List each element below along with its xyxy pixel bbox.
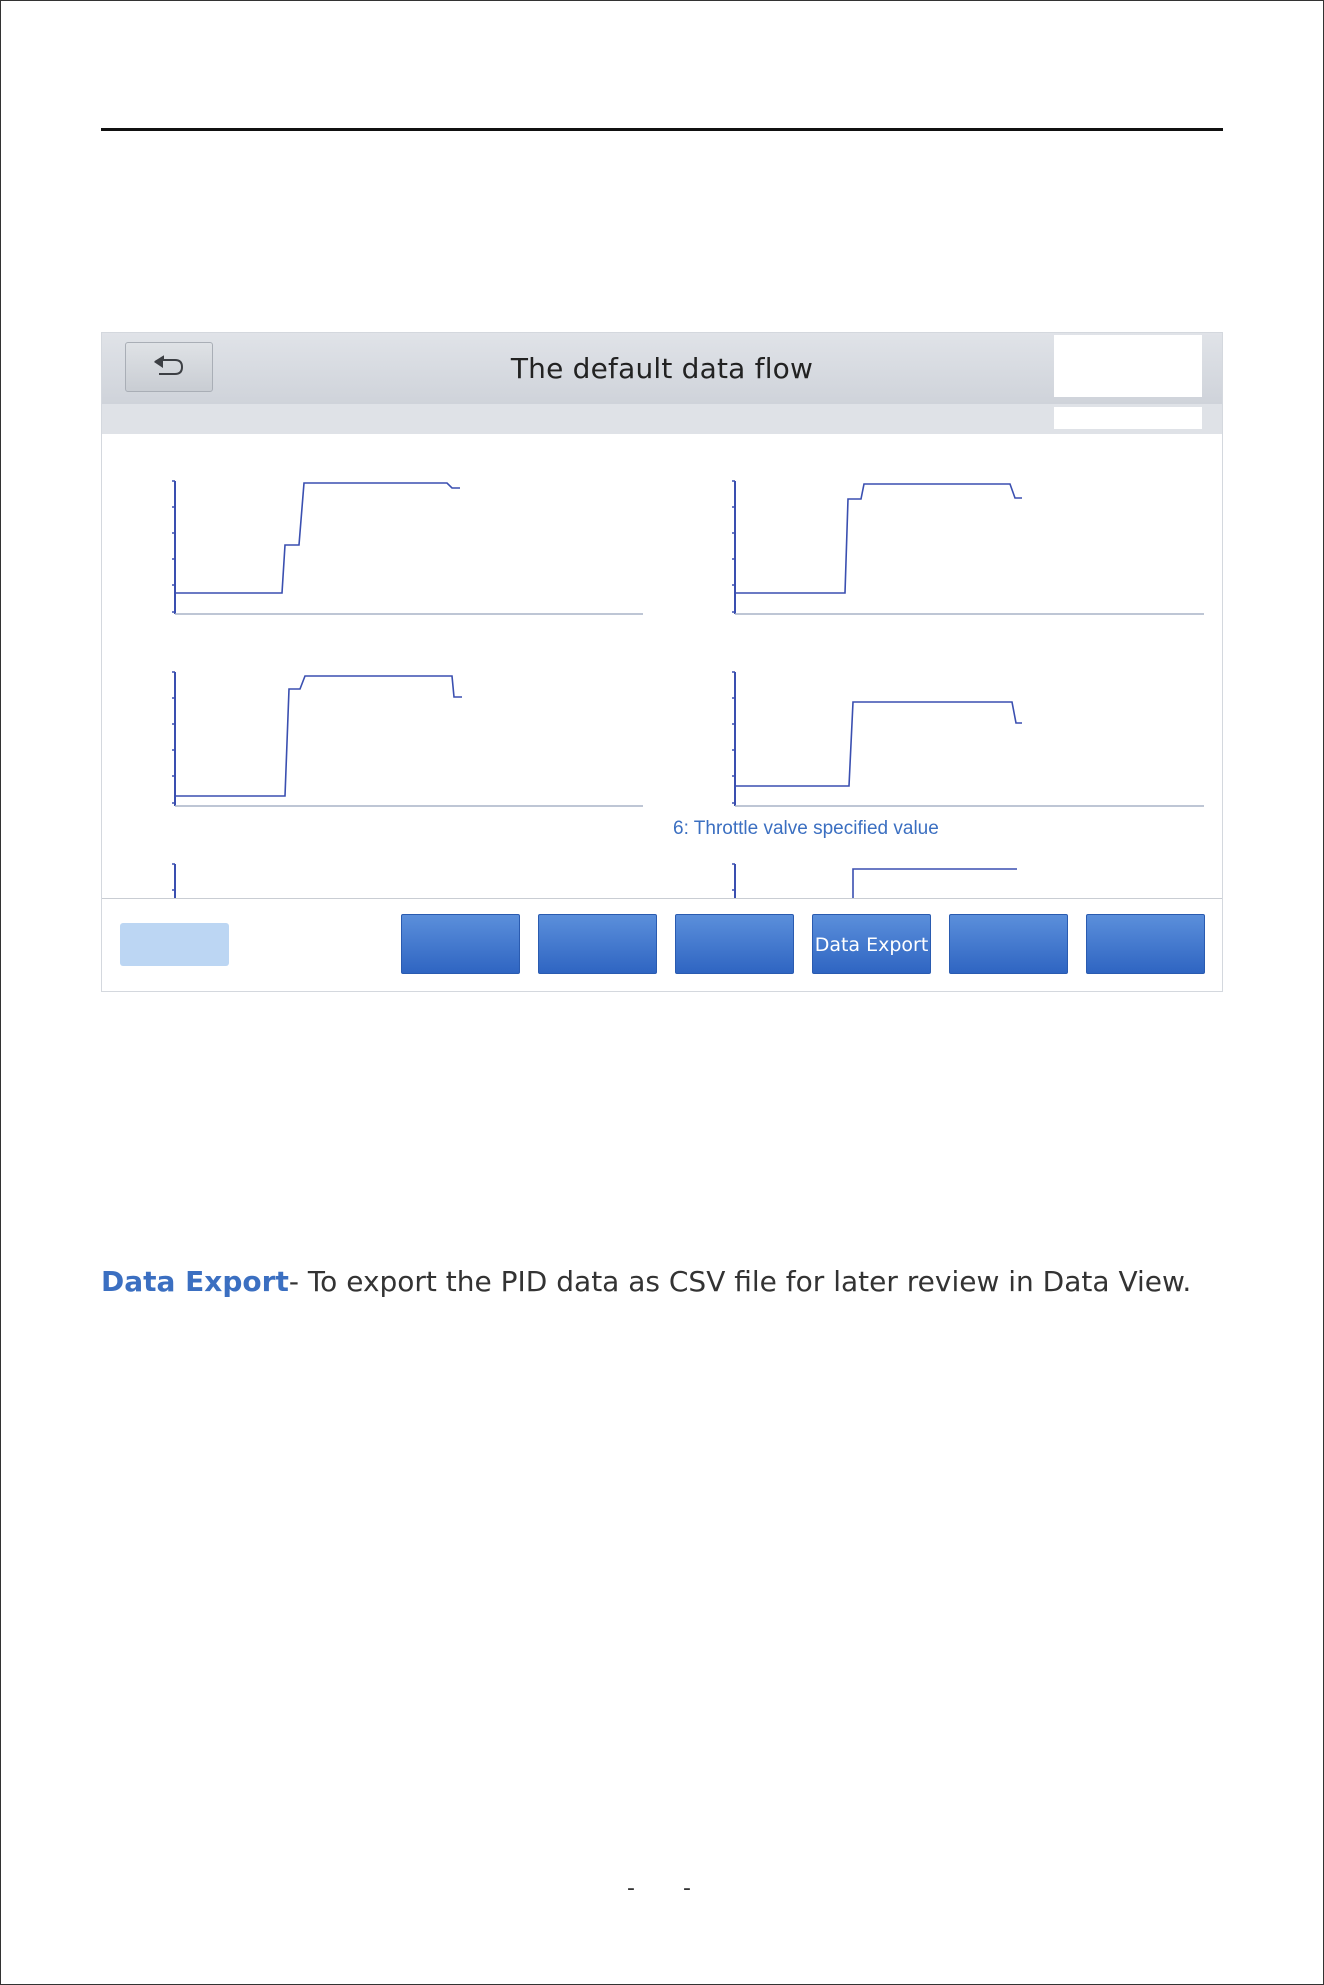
graph-area[interactable] <box>102 434 1222 898</box>
data-export-button[interactable]: Data Export <box>812 914 931 974</box>
toolbar-button-6[interactable] <box>1086 914 1205 974</box>
page-mark-left: - <box>627 1876 635 1901</box>
device-screenshot <box>101 332 1223 992</box>
bottom-toolbar <box>102 898 1222 992</box>
screen-title: The default data flow <box>510 352 814 385</box>
data-export-term: Data Export <box>101 1265 289 1298</box>
graph-4 <box>732 672 1204 806</box>
toolbar-button-3[interactable] <box>675 914 794 974</box>
sub-bar <box>102 404 1222 434</box>
graph-5 <box>172 864 175 898</box>
graph-3 <box>172 672 643 806</box>
graph-2 <box>732 481 1204 614</box>
graph-6 <box>732 864 1017 898</box>
title-right-panel <box>1054 335 1202 397</box>
title-bar <box>102 333 1222 404</box>
toolbar-button-2[interactable] <box>538 914 657 974</box>
toolbar-button-1[interactable] <box>401 914 520 974</box>
toolbar-button-5[interactable] <box>949 914 1068 974</box>
graph-6-label: 6: Throttle valve specified value <box>673 818 939 839</box>
data-export-text: - To export the PID data as CSV file for later review in Data View. <box>288 1265 1192 1298</box>
sub-bar-panel <box>1054 407 1202 429</box>
toolbar-left-button[interactable] <box>120 923 229 966</box>
data-export-description <box>101 1265 1191 1298</box>
header-rule <box>101 128 1223 131</box>
page-mark-right: - <box>683 1876 691 1901</box>
graph-1 <box>172 481 643 614</box>
